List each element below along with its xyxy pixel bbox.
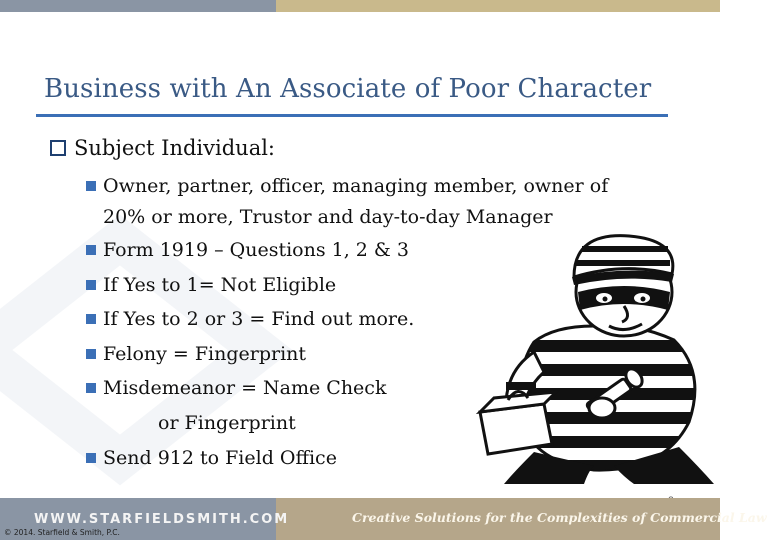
title-underline	[36, 114, 668, 117]
list-item-continuation: 20% or more, Trustor and day-to-day Manager	[103, 206, 553, 228]
checkbox-bullet-icon	[50, 140, 66, 156]
heading-text: Subject Individual:	[74, 136, 276, 160]
list-item: Form 1919 – Questions 1, 2 & 3	[86, 233, 666, 268]
square-bullet-icon	[86, 349, 96, 359]
square-bullet-icon	[86, 280, 96, 290]
list-item-continuation: or Fingerprint	[158, 411, 296, 434]
list-item: Owner, partner, officer, managing member, owner of	[86, 171, 666, 202]
footer-bar	[0, 498, 767, 540]
list-item: Misdemeanor = Name Check	[86, 371, 666, 406]
top-accent-left	[0, 0, 276, 12]
list-item: If Yes to 2 or 3 = Find out more.	[86, 302, 666, 337]
footer-tagline: Creative Solutions for the Complexities of Commercial Law	[352, 510, 767, 525]
heading-item	[50, 136, 275, 160]
square-bullet-icon	[86, 314, 96, 324]
footer-website: WWW.STARFIELDSMITH.COM	[34, 512, 290, 527]
footer-copyright: © 2014. Starfield & Smith, P.C.	[4, 528, 120, 537]
robber-illustration-icon	[474, 222, 720, 484]
top-accent-bar	[0, 0, 720, 12]
square-bullet-icon	[86, 181, 96, 191]
list-item: Felony = Fingerprint	[86, 337, 666, 372]
list-item: Send 912 to Field Office	[86, 441, 666, 476]
square-bullet-icon	[86, 245, 96, 255]
list-item: If Yes to 1= Not Eligible	[86, 268, 666, 303]
top-accent-right	[276, 0, 720, 12]
square-bullet-icon	[86, 453, 96, 463]
slide-title: Business with An Associate of Poor Character	[44, 74, 652, 104]
square-bullet-icon	[86, 383, 96, 393]
